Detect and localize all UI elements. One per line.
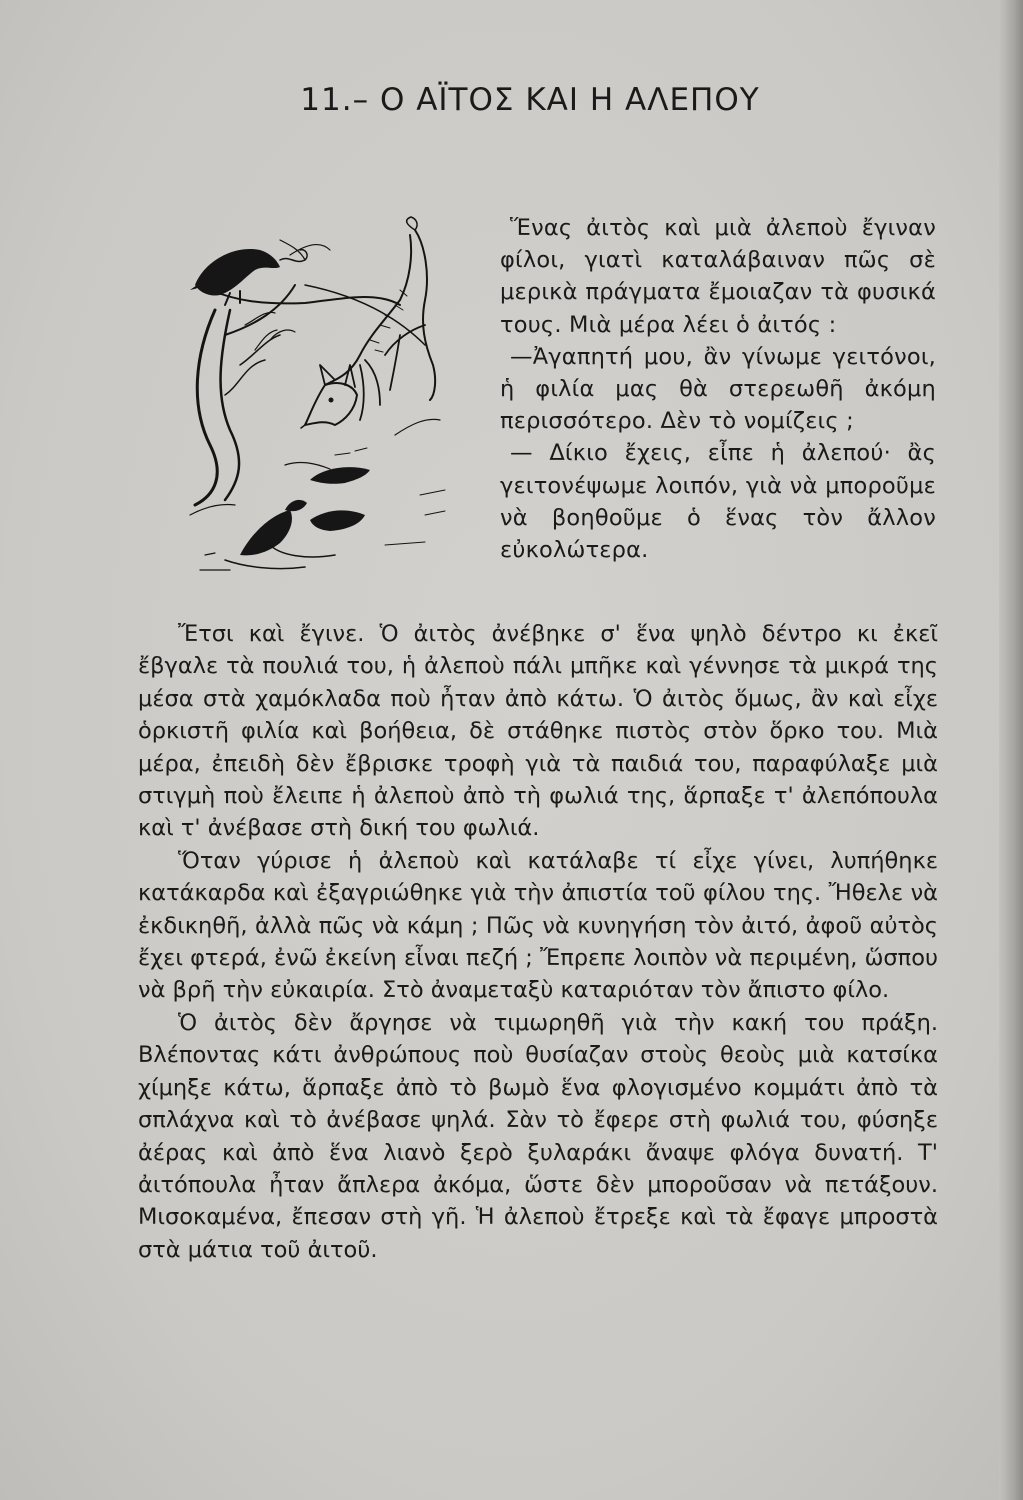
chapter-title: 11.– Ο ΑΪΤΟΣ ΚΑΙ Η ΑΛΕΠΟΥ — [300, 82, 760, 118]
eagle-speech: —Ἀγαπητή μου, ἂν γίνωμε γειτόνοι, ἡ φιλία μας θὰ στερεωθῆ ἀκόμη περισσότερο. Δὲν τὸ νομίζεις ; — [500, 343, 936, 435]
story-body — [138, 618, 938, 1266]
paragraph-1: Ἔτσι καὶ ἔγινε. Ὁ ἀιτὸς ἀνέβηκε σ' ἕνα ψηλὸ δέντρο κι ἐκεῖ ἔβγαλε τὰ πουλιά του, ἡ ἀλεποὺ πάλι μπῆκε καὶ γέννησε τὰ μικρά της μέσα στὰ χαμόκλαδα ποὺ ἦταν ἀπὸ κάτω. Ὁ ἀιτὸς ὅμως, ἂν καὶ εἶχε ὁρκιστῆ φιλία καὶ βοήθεια, δὲ στάθηκε πιστὸς στὸν ὅρκο του. Μιὰ μέρα, ἐπειδὴ δὲν ἔβρισκε τροφὴ γιὰ τὰ παιδιά του, παραφύλαξε μιὰ στιγμὴ ποὺ ἔλειπε ἡ ἀλεποὺ ἀπὸ τὴ φωλιά της, ἅρπαξε τ' ἀλεπόπουλα καὶ τ' ἀνέβασε στὴ δική του φωλιά. — [138, 621, 938, 842]
paragraph-2: Ὅταν γύρισε ἡ ἀλεποὺ καὶ κατάλαβε τί εἶχε γίνει, λυπήθηκε κατάκαρδα καὶ ἐξαγριώθηκε γιὰ τὴν ἀπιστία τοῦ φίλου της. Ἤθελε νὰ ἐκδικηθῆ, ἀλλὰ πῶς νὰ κάμη ; Πῶς νὰ κυνηγήση τὸν ἀιτό, ἀφοῦ αὐτὸς ἔχει φτερά, ἐνῶ ἐκείνη εἶναι πεζή ; Ἔπρεπε λοιπὸν νὰ περιμένη, ὥσπου νὰ βρῆ τὴν εὐκαιρία. Στὸ ἀναμεταξὺ καταριόταν τὸν ἄπιστο φίλο. — [138, 847, 938, 1004]
page-spine-shadow — [999, 0, 1023, 1500]
intro-opening: Ἕνας ἀιτὸς καὶ μιὰ ἀλεποὺ ἔγιναν φίλοι, γιατὶ καταλάβαιναν πῶς σὲ μερικὰ πράγματα ἔμοιαζαν τὰ φυσικά τους. Μιὰ μέρα λέει ὁ ἀιτός : — [500, 215, 936, 338]
paragraph-3: Ὁ ἀιτὸς δὲν ἄργησε νὰ τιμωρηθῆ γιὰ τὴν κακή του πράξη. Βλέποντας κάτι ἀνθρώπους ποὺ θυσίαζαν στοὺς θεοὺς μιὰ κατσίκα χίμηξε κάτω, ἅρπαξε ἀπὸ τὸ βωμὸ ἕνα φλογισμένο κομμάτι ἀπὸ τὰ σπλάχνα καὶ τὸ ἀνέβασε ψηλά. Σὰν τὸ ἔφερε στὴ φωλιά του, φύσηξε ἀέρας καὶ ἀπὸ ἕνα λιανὸ ξερὸ ξυλαράκι ἄναψε φλόγα δυνατή. Τ' ἀιτόπουλα ἦταν ἄπλερα ἀκόμα, ὥστε δὲν μποροῦσαν νὰ πετάξουν. Μισοκαμένα, ἔπεσαν στὴ γῆ. Ἡ ἀλεποὺ ἔτρεξε καὶ τὰ ἔφαγε μπροστὰ στὰ μάτια τοῦ ἀιτοῦ. — [138, 1009, 938, 1263]
eagle-and-fox-drawing-icon — [185, 215, 460, 585]
intro-section — [500, 212, 936, 566]
fox-reply: — Δίκιο ἔχεις, εἶπε ἡ ἀλεπού· ἂς γειτονέψωμε λοιπόν, γιὰ νὰ μποροῦμε νὰ βοηθοῦμε ὁ ἕνας τὸν ἄλλον εὐκολώτερα. — [500, 440, 936, 564]
